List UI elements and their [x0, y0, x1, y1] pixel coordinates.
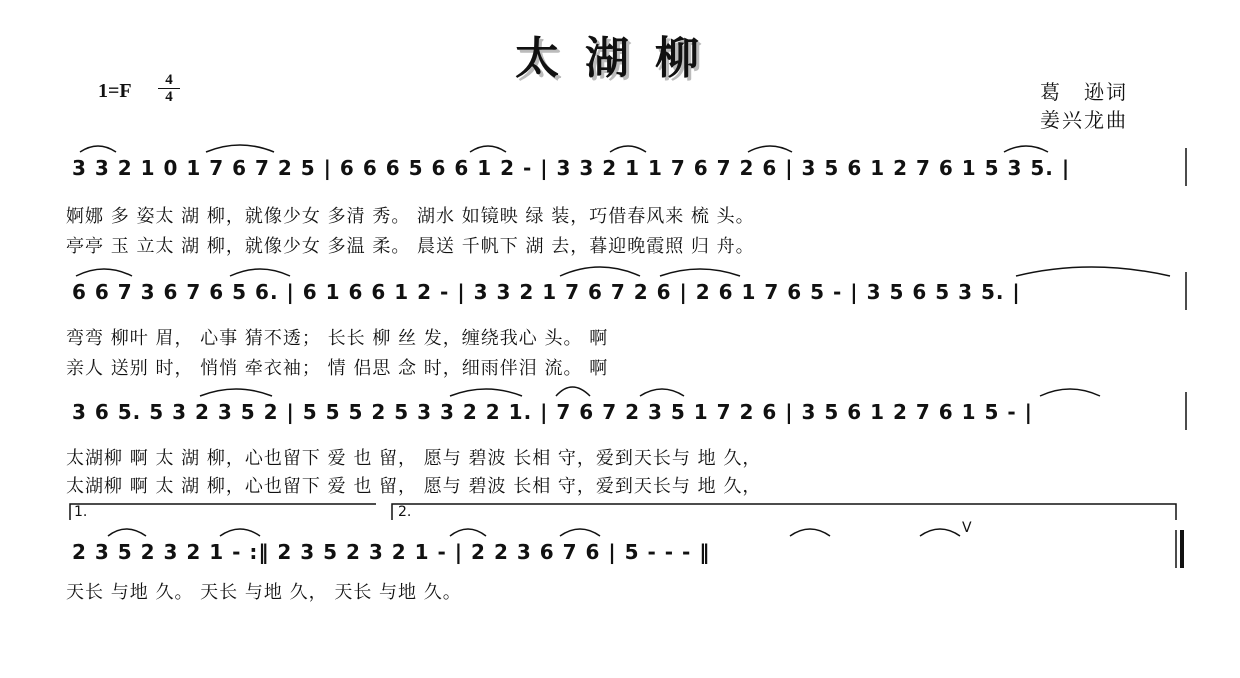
slur — [108, 529, 146, 536]
system-4-lyrics: 天长 与地 久。 天长 与地 久， 天长 与地 久。 — [66, 582, 462, 603]
slur — [1004, 146, 1048, 152]
slur — [470, 146, 506, 152]
volta-2-label: 2. — [398, 504, 412, 520]
slur — [556, 387, 590, 396]
slur — [76, 269, 132, 276]
slur — [450, 389, 522, 396]
slur — [220, 529, 260, 536]
system-3-notes: 3 6 5. 5 3 2 3 5 2 | 5 5 5 2 5 3 3 2 2 1. | 7 6 7 2 3 5 1 7 2 6 | 3 5 6 1 2 7 6 1 5 - | — [72, 400, 1033, 424]
slur — [230, 269, 290, 276]
slur — [1016, 267, 1170, 276]
slur — [80, 146, 116, 152]
system-1-lyric-verse-2: 亭亭 玉 立太 湖 柳，就像少女 多温 柔。 晨送 千帆下 湖 去，暮迎晚霞照 归 舟。 — [66, 236, 755, 257]
key-signature: 1=F — [98, 80, 132, 102]
system-4-notes: 2 3 5 2 3 2 1 - :‖ 2 3 5 2 3 2 1 - | 2 2 3 6 7 6 | 5 - - - ‖ — [72, 540, 711, 564]
system-2-lyric-verse-2: 亲人 送别 时， 悄悄 牵衣袖； 情 侣思 念 时，细雨伴泪 流。 啊 — [66, 358, 609, 379]
meter-top: 4 — [165, 72, 173, 88]
slur — [560, 529, 600, 536]
slur — [610, 146, 646, 152]
system-1-lyric-verse-1: 婀娜 多 姿太 湖 柳，就像少女 多清 秀。 湖水 如镜映 绿 装，巧借春风来 梳 头。 — [66, 206, 755, 227]
slur — [450, 529, 486, 536]
slur — [920, 529, 960, 536]
volta-2-bracket — [392, 504, 1176, 520]
slur — [640, 389, 684, 396]
song-title: 太湖柳 — [515, 33, 725, 84]
system-3-lyric-verse-1: 太湖柳 啊 太 湖 柳，心也留下 爱 也 留， 愿与 碧波 长相 守，爱到天长与 地 久， — [66, 448, 762, 469]
breath-mark: V — [962, 520, 972, 536]
slur — [200, 389, 272, 396]
slur — [1040, 389, 1100, 396]
slur — [748, 146, 792, 152]
meter-bottom: 4 — [158, 88, 180, 105]
system-3-lyric-verse-2: 太湖柳 啊 太 湖 柳，心也留下 爱 也 留， 愿与 碧波 长相 守，爱到天长与 地 久， — [66, 476, 762, 497]
system-2-lyric-verse-1: 弯弯 柳叶 眉， 心事 猜不透； 长长 柳 丝 发，缠绕我心 头。 啊 — [66, 328, 609, 349]
slur — [660, 269, 740, 276]
slur — [206, 145, 274, 152]
system-1-notes: 3 3 2 1 0 1 7 6 7 2 5 | 6 6 6 5 6 6 1 2 - | 3 3 2 1 1 7 6 7 2 6 | 3 5 6 1 2 7 6 1 5 3 5. | — [72, 156, 1071, 180]
slur — [790, 529, 830, 536]
lyricist-credit: 葛 逊词 — [1040, 80, 1128, 104]
volta-1-label: 1. — [74, 504, 88, 520]
system-2-notes: 6 6 7 3 6 7 6 5 6. | 6 1 6 6 1 2 - | 3 3 2 1 7 6 7 2 6 | 2 6 1 7 6 5 - | 3 5 6 5 3 5. | — [72, 280, 1021, 304]
volta-1-bracket — [70, 504, 376, 520]
composer-credit: 姜兴龙曲 — [1040, 108, 1128, 132]
slur — [560, 267, 640, 276]
